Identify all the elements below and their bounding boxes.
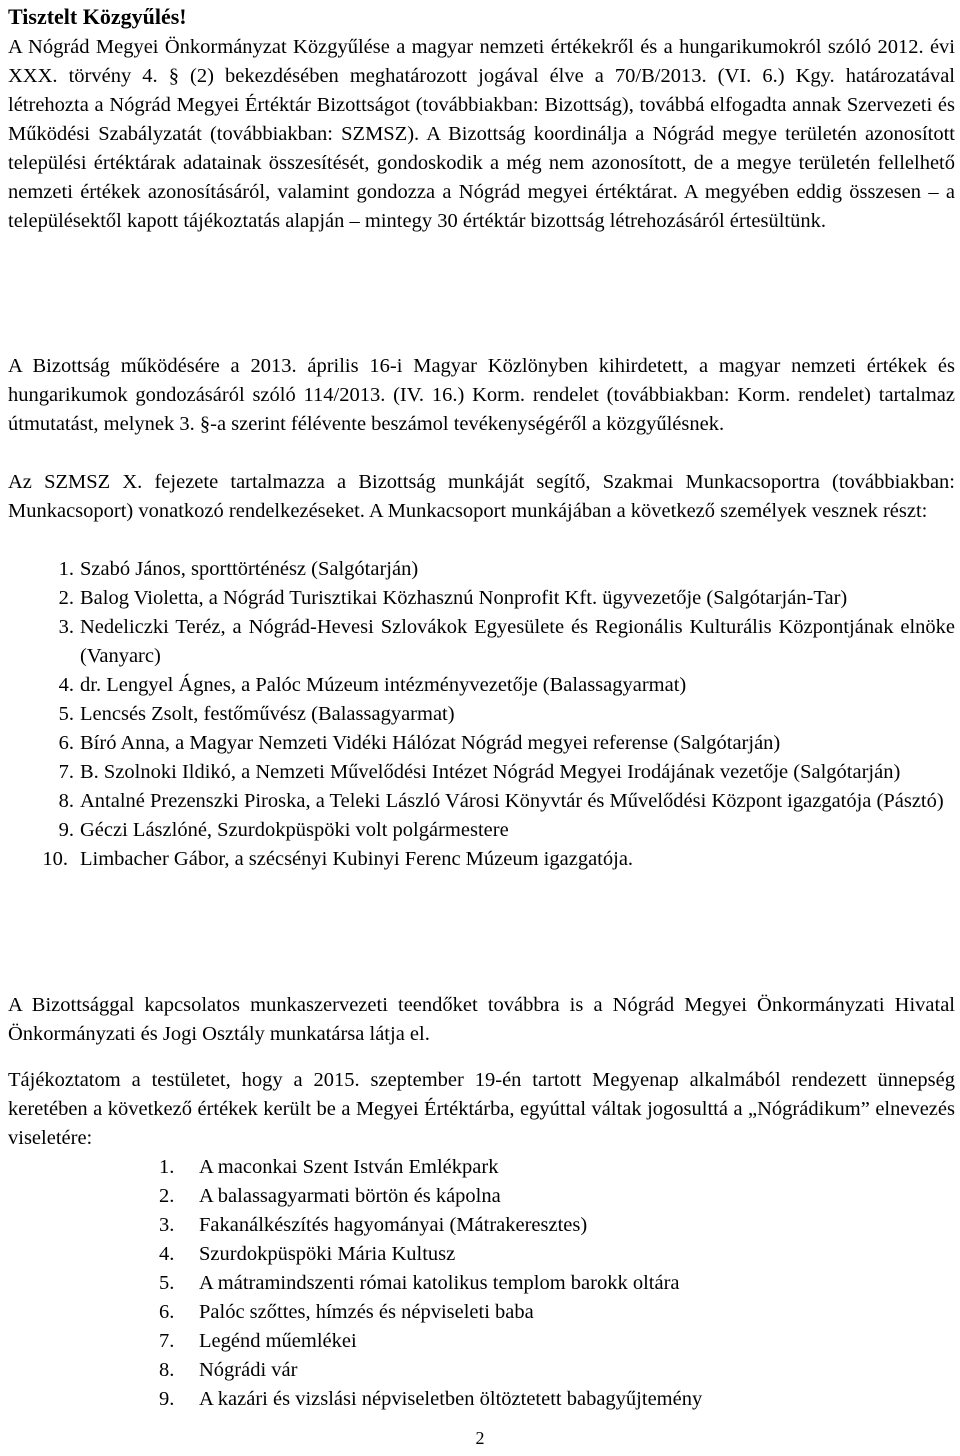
list-number: 2. <box>159 1185 175 1207</box>
page-number: 2 <box>475 1428 485 1448</box>
list-number: 10. <box>42 848 68 870</box>
list-item <box>8 700 955 729</box>
list-number: 6. <box>58 732 74 754</box>
announcement-paragraph: Tájékoztatom a testületet, hogy a 2015. szeptember 19-én tartott Megyenap alkalmából rendezett ünnepség keretében a következő értékek került be a Megyei Értéktárba, egyúttal váltak jogosulttá a „Nógrádikum” elnevezés viseletére: <box>8 1069 955 1149</box>
list-item-text: Lencsés Zsolt, festőművész (Balassagyarmat) <box>80 703 455 725</box>
list-number: 4. <box>58 674 74 696</box>
list-item-text: B. Szolnoki Ildikó, a Nemzeti Művelődési Intézet Nógrád Megyei Irodájának vezetője (Salgótarján) <box>80 761 901 783</box>
list-item-text: Limbacher Gábor, a szécsényi Kubinyi Ferenc Múzeum igazgatója. <box>80 848 634 870</box>
list-item <box>8 758 955 787</box>
workgroup-paragraph: Az SZMSZ X. fejezete tartalmazza a Bizottság munkáját segítő, Szakmai Munkacsoportra (továbbiakban: Munkacsoport) vonatkozó rendelkezéseket. A Munkacsoport munkájában a következő személyek vesznek részt: <box>8 471 955 522</box>
list-item <box>159 1356 702 1385</box>
list-item <box>159 1153 702 1182</box>
list-item-text: Legénd műemlékei <box>199 1330 357 1352</box>
list-item <box>8 845 955 874</box>
list-item-text: Fakanálkészítés hagyományai (Mátrakeresztes) <box>199 1214 588 1236</box>
list-item <box>159 1182 702 1211</box>
list-item-text: Balog Violetta, a Nógrád Turisztikai Közhasznú Nonprofit Kft. ügyvezetője (Salgótarján-Tar) <box>80 587 848 609</box>
list-number: 6. <box>159 1301 175 1323</box>
list-item-text: dr. Lengyel Ágnes, a Palóc Múzeum intézményvezetője (Balassagyarmat) <box>80 674 687 696</box>
page-heading: Tisztelt Közgyűlés! <box>8 4 187 29</box>
list-number: 7. <box>58 761 74 783</box>
list-item-text: A maconkai Szent István Emlékpark <box>199 1156 499 1178</box>
list-number: 5. <box>58 703 74 725</box>
regulation-paragraph: A Bizottság működésére a 2013. április 16-i Magyar Közlönyben kihirdetett, a magyar nemzeti értékek és hungarikumok gondozásáról szóló 114/2013. (IV. 16.) Korm. rendelet (továbbiakban: Korm. rendelet) tartalmaz útmutatást, melynek 3. §-a szerint félévente beszámol tevékenységéről a közgyűlésnek. <box>8 355 955 435</box>
list-item-text: Palóc szőttes, hímzés és népviseleti baba <box>199 1301 534 1323</box>
intro-paragraph: A Nógrád Megyei Önkormányzat Közgyűlése a magyar nemzeti értékekről és a hungarikumokról szóló 2012. évi XXX. törvény 4. § (2) bekezdésében meghatározott jogával élve a 70/B/2013. (VI. 6.) Kgy. határozatával létrehozta a Nógrád Megyei Értéktár Bizottságot (továbbiakban: Bizottság), továbbá elfogadta annak Szervezeti és Működési Szabályzatát (továbbiakban: SZMSZ). A Bizottság koordinálja a Nógrád megye területén azonosított települési értéktárak adatainak összesítését, gondoskodik a még nem azonosított, de a megye területén fellelhető nemzeti értékek azonosításáról, valamint gondozza a Nógrád megyei értéktárat. A megyében eddig összesen – a településektől kapott tájékoztatás alapján – mintegy 30 értéktár bizottság létrehozásáról értesültünk. <box>8 36 955 232</box>
list-number: 5. <box>159 1272 175 1294</box>
list-item-text: Nógrádi vár <box>199 1359 298 1381</box>
list-item <box>8 671 955 700</box>
list-item-text: A kazári és vizslási népviseletben öltöztetett babagyűjtemény <box>199 1388 703 1410</box>
list-item <box>159 1385 702 1414</box>
list-number: 3. <box>58 616 74 638</box>
list-number: 1. <box>159 1156 175 1178</box>
list-item-text: Géczi Lászlóné, Szurdokpüspöki volt polgármestere <box>80 819 509 841</box>
list-item <box>159 1298 702 1327</box>
values-list <box>159 1153 702 1414</box>
list-item-text: Szurdokpüspöki Mária Kultusz <box>199 1243 456 1265</box>
list-item <box>8 613 955 671</box>
list-item-text: A balassagyarmati börtön és kápolna <box>199 1185 501 1207</box>
list-number: 9. <box>159 1388 175 1410</box>
list-number: 8. <box>159 1359 175 1381</box>
workgroup-members-list <box>8 555 955 874</box>
list-item-text: Antalné Prezenszki Piroska, a Teleki László Városi Könyvtár és Művelődési Központ igazgatója (Pásztó) <box>80 790 944 812</box>
list-number: 4. <box>159 1243 175 1265</box>
list-item <box>8 816 955 845</box>
administration-paragraph: A Bizottsággal kapcsolatos munkaszervezeti teendőket továbbra is a Nógrád Megyei Önkormányzati Hivatal Önkormányzati és Jogi Osztály munkatársa látja el. <box>8 994 955 1045</box>
list-item <box>159 1211 702 1240</box>
list-number: 1. <box>58 558 74 580</box>
list-item-text: Bíró Anna, a Magyar Nemzeti Vidéki Hálózat Nógrád megyei referense (Salgótarján) <box>80 732 781 754</box>
list-item <box>8 787 955 816</box>
list-item-text: Nedeliczki Teréz, a Nógrád-Hevesi Szlovákok Egyesülete és Regionális Kulturális Központjának elnöke (Vanyarc) <box>80 616 955 667</box>
list-number: 3. <box>159 1214 175 1236</box>
list-item-text: A mátramindszenti római katolikus templom barokk oltára <box>199 1272 680 1294</box>
list-item <box>8 584 955 613</box>
list-item <box>8 729 955 758</box>
list-number: 8. <box>58 790 74 812</box>
list-item <box>159 1269 702 1298</box>
list-number: 7. <box>159 1330 175 1352</box>
list-number: 2. <box>58 587 74 609</box>
list-number: 9. <box>58 819 74 841</box>
list-item <box>8 555 955 584</box>
list-item-text: Szabó János, sporttörténész (Salgótarján) <box>80 558 419 580</box>
list-item <box>159 1327 702 1356</box>
list-item <box>159 1240 702 1269</box>
